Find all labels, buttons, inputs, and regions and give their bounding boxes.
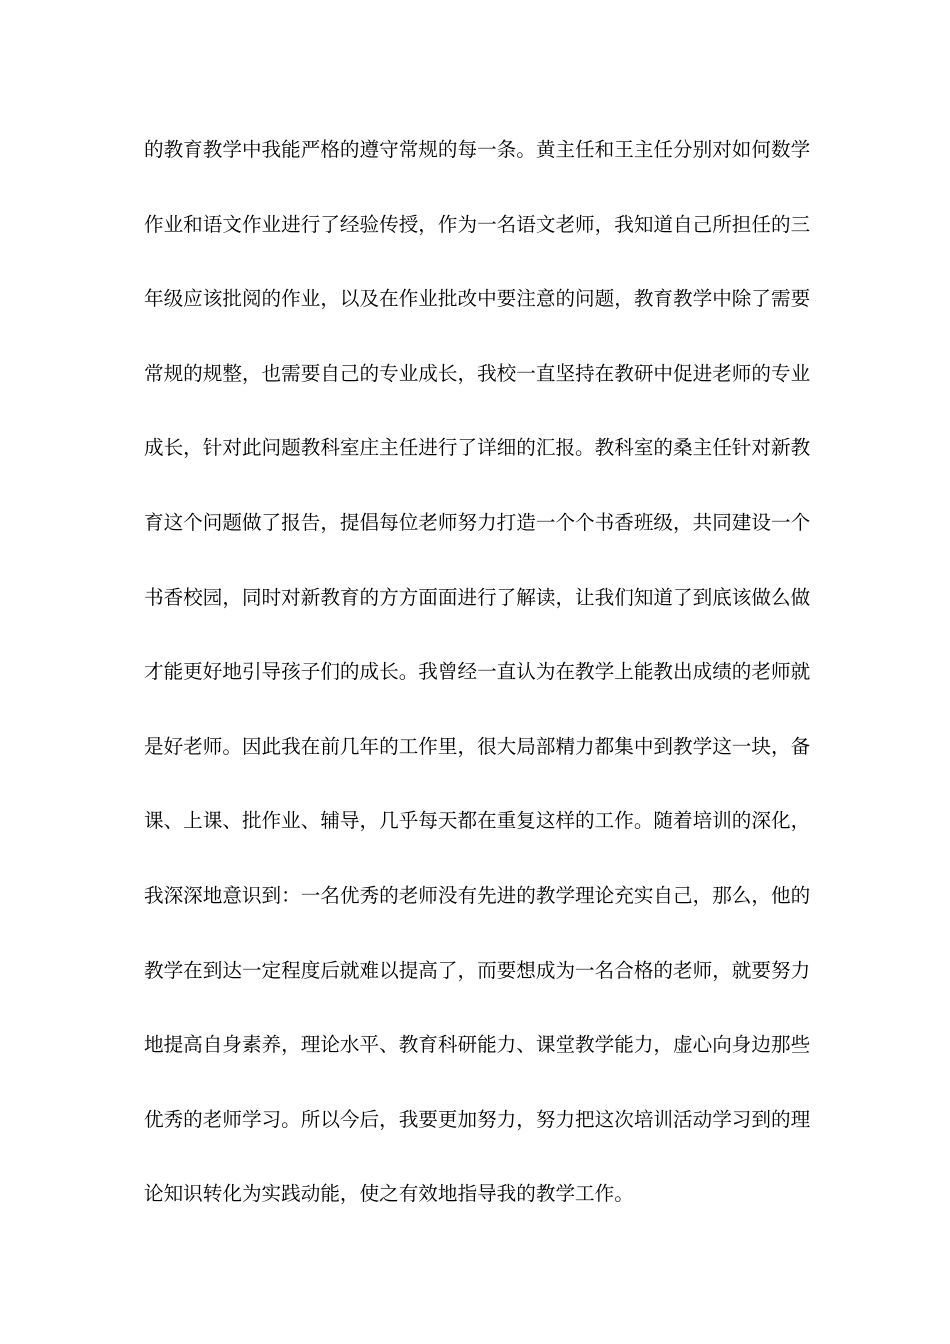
text-line-6: 育这个问题做了报告，提倡每位老师努力打造一个个书香班级，共同建设一个 (144, 510, 811, 534)
text-line-2: 作业和语文作业进行了经验传授，作为一名语文老师，我知道自己所担任的三 (144, 212, 811, 236)
text-line-12: 教学在到达一定程度后就难以提高了，而要想成为一名合格的老师，就要努力 (144, 958, 811, 982)
body-text (144, 130, 824, 1249)
text-line-4: 常规的规整，也需要自己的专业成长，我校一直坚持在教研中促进老师的专业 (144, 361, 811, 385)
text-line-13: 地提高自身素养，理论水平、教育科研能力、课堂教学能力，虚心向身边那些 (144, 1033, 811, 1057)
text-line-8: 才能更好地引导孩子们的成长。我曾经一直认为在教学上能教出成绩的老师就 (144, 660, 811, 684)
text-line-7: 书香校园，同时对新教育的方方面面进行了解读，让我们知道了到底该做么做 (144, 585, 811, 609)
text-line-11: 我深深地意识到：一名优秀的老师没有先进的教学理论充实自己，那么，他的 (144, 883, 811, 907)
text-line-14: 优秀的老师学习。所以今后，我要更加努力，努力把这次培训活动学习到的理 (144, 1107, 811, 1131)
text-line-15: 论知识转化为实践动能，使之有效地指导我的教学工作。 (144, 1182, 634, 1206)
text-line-5: 成长，针对此问题教科室庄主任进行了详细的汇报。教科室的桑主任针对新教 (144, 436, 811, 460)
text-line-10: 课、上课、批作业、辅导，几乎每天都在重复这样的工作。随着培训的深化， (144, 809, 811, 833)
text-line-1: 的教育教学中我能严格的遵守常规的每一条。黄主任和王主任分别对如何数学 (144, 138, 811, 161)
text-line-3: 年级应该批阅的作业，以及在作业批改中要注意的问题，教育教学中除了需要 (144, 287, 811, 311)
text-line-9: 是好老师。因此我在前几年的工作里，很大局部精力都集中到教学这一块，备 (144, 734, 811, 758)
